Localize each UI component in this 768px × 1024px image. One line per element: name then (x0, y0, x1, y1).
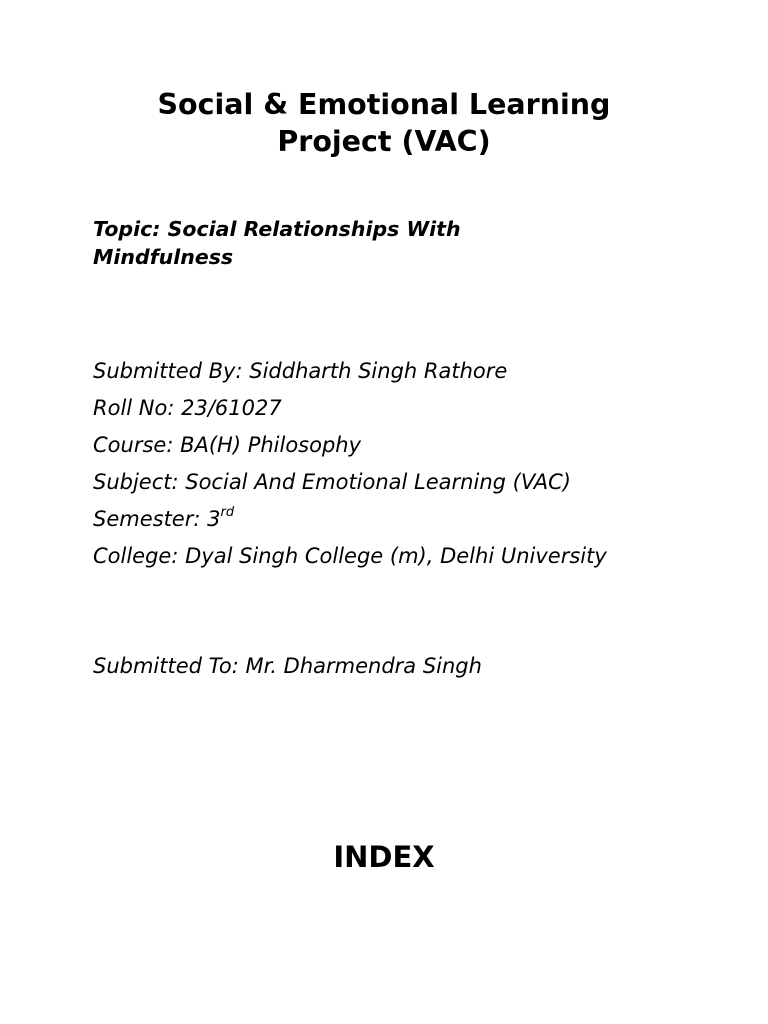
topic-heading (93, 215, 653, 271)
semester (93, 501, 753, 538)
course: Course: BA(H) Philosophy (93, 433, 362, 457)
title-line-1: Social & Emotional Learning (157, 88, 611, 121)
subject: Subject: Social And Emotional Learning (VAC) (93, 470, 571, 494)
semester-label: Semester: 3 (93, 507, 221, 531)
topic-line-1: Topic: Social Relationships With (93, 217, 461, 241)
submitted-by: Submitted By: Siddharth Singh Rathore (93, 359, 508, 383)
submitted-to: Submitted To: Mr. Dharmendra Singh (93, 654, 482, 678)
index-heading: INDEX (333, 840, 435, 874)
document-title (0, 86, 768, 160)
college: College: Dyal Singh College (m), Delhi University (93, 544, 607, 568)
topic-line-2: Mindfulness (93, 245, 234, 269)
title-line-2: Project (VAC) (277, 125, 491, 158)
roll-number: Roll No: 23/61027 (93, 396, 282, 420)
submission-details (93, 353, 753, 575)
semester-ordinal-suffix: rd (220, 505, 235, 520)
